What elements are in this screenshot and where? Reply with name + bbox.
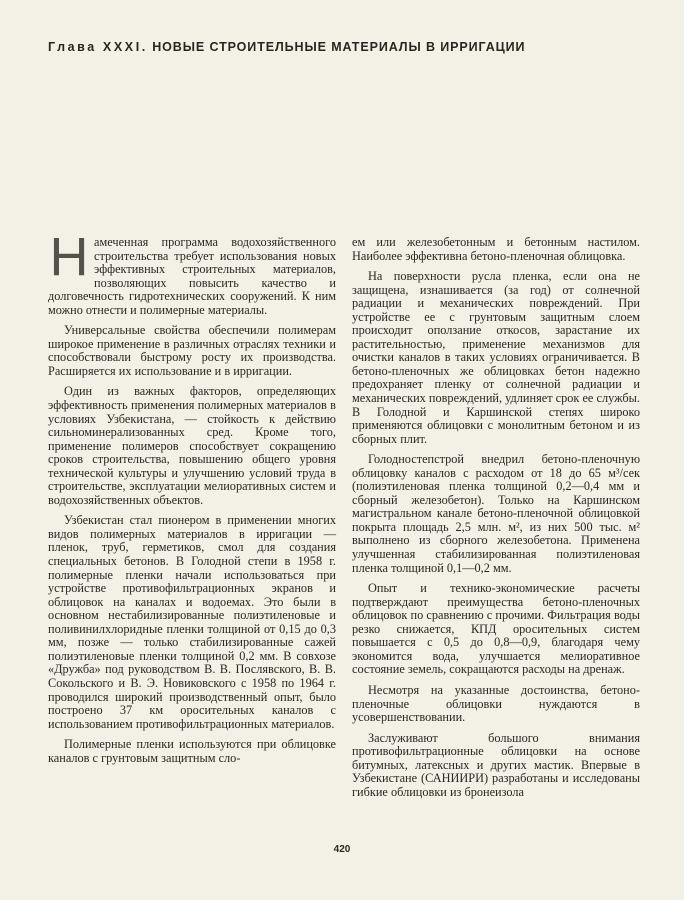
- drop-cap: Н: [49, 227, 89, 287]
- chapter-title: [48, 40, 648, 54]
- paragraph: На поверхности русла пленка, если она не защищена, изнашивается (за год) от солнечной радиации и механических повреждений. При устройстве ее с грунтовым защитным слоем происходит оползание откосов, зарастание их растительностью, применение механизмов для очистки каналов в таких условиях ограничивается. В бетоно-пленочных же облицовках бетон надежно предохраняет пленку от солнечной радиации и механических повреждений, удлиняет срок ее службы. В Голодной и Каршинской степях широко применяются облицовки с монолитным бетоном и из сборных плит.: [352, 269, 640, 446]
- page-number: 420: [333, 844, 351, 855]
- chapter-number: Глава XXXI.: [48, 40, 148, 54]
- paragraph: Опыт и технико-экономические расчеты подтверждают преимущества бетоно-пленочных облицовок по сравнению с прочими. Фильтрация воды резко снижается, КПД оросительных систем повышается с 0,5 до 0,8—0,9, благодаря чему экономится вода, улучшается мелиоративное состояние земель, сокращаются расходы на дренаж.: [352, 581, 640, 677]
- paragraph: Несмотря на указанные достоинства, бетоно-пленочные облицовки нуждаются в усовершенствовании.: [352, 682, 640, 725]
- paragraph: Узбекистан стал пионером в применении многих видов полимерных материалов в ирригации — пленок, труб, герметиков, смол для создания специальных бетонов. В Голодной степи в 1958 г. полимерные пленки начали использоваться при устройстве противофильтрационных экранов и облицовок на каналах и водоемах. Это были в основном нестабилизированные полиэтиленовые и поливинилхлоридные пленки толщиной от 0,15 до 0,3 мм, позже — только стабилизированные сажей полиэтиленовые пленки толщиной 0,2 мм. В совхозе «Дружба» под руководством В. В. Послявского, В. В. Сокольского и В. Э. Новиковского с 1958 по 1964 г. проводился широкий производственный опыт, было построено 37 км оросительных каналов с использованием противофильтрационных материалов.: [48, 513, 336, 731]
- paragraph: Один из важных факторов, определяющих эффективность применения полимерных материалов в условиях Узбекистана, — стойкость к действию сильноминерализованных сред. Кроме того, применение полимеров способствует сокращению сроков строительства, повышению общего уровня технической культуры и улучшению условий труда в строительстве, эксплуатации мелиоративных систем и водохозяйственных объектов.: [48, 384, 336, 507]
- paragraph-text: амеченная программа водохозяйственного строительства требует использования новых эффективных строительных материалов, позволяющих повысить качество и долговечность гидротехнических сооружений. К ним можно отнести и полимерные материалы.: [48, 235, 336, 317]
- paragraph: ем или железобетонным и бетонным настилом. Наиболее эффективна бетоно-пленочная облицовка.: [352, 235, 640, 263]
- paragraph: [48, 227, 336, 317]
- chapter-heading: НОВЫЕ СТРОИТЕЛЬНЫЕ МАТЕРИАЛЫ В ИРРИГАЦИИ: [152, 40, 526, 54]
- paragraph: Голодностепстрой внедрил бетоно-пленочную облицовку каналов с расходом от 18 до 65 м³/сек (полиэтиленовая пленка толщиной 0,2—0,4 мм и сборный железобетон). Только на Каршинском магистральном канале бетоно-пленочной облицовкой покрыта площадь 2,5 млн. м², из них 500 тыс. м² выполнено из сборного железобетона. Применена улучшенная стабилизированная полиэтиленовая пленка толщиной 0,1—0,2 мм.: [352, 452, 640, 575]
- paragraph: Полимерные пленки используются при облицовке каналов с грунтовым защитным сло-: [48, 737, 336, 765]
- left-column: [48, 227, 336, 772]
- paragraph: Заслуживают большого внимания противофильтрационные облицовки на основе битумных, латексных и других мастик. Впервые в Узбекистане (САНИИРИ) разработаны и исследованы гибкие облицовки из бронеизола: [352, 730, 640, 799]
- right-column: [352, 236, 640, 806]
- paragraph: Универсальные свойства обеспечили полимерам широкое применение в различных отраслях техники и способствовали быстрому росту их производства. Расширяется их использование и в ирригации.: [48, 323, 336, 378]
